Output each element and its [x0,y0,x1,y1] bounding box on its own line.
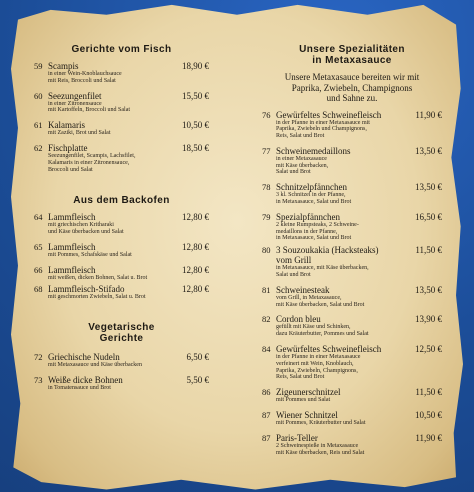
item-number: 59 [34,61,43,71]
menu-item [262,212,442,242]
menu-item [34,284,209,301]
item-name: Paris-Teller [276,432,318,443]
item-name: Seezungenfilet [48,90,102,101]
item-name: Kalamaris [48,120,85,131]
item-number: 77 [262,145,271,156]
item-description: mit Reis, Broccoli und Salat [48,77,116,84]
item-price: 16,50 € [415,211,442,222]
item-number: 82 [262,314,271,325]
item-number: 76 [262,109,271,120]
menu-item [262,433,442,457]
item-description: in Metaxasauce, mit Käse überbacken, [276,265,369,272]
menu-item [34,91,209,115]
item-description: dazu Kräuterbutter, Pommes und Salat [276,331,369,338]
item-number: 68 [34,283,43,294]
item-description: mit Käse überbacken, Salat und Brot [276,301,365,308]
item-number: 60 [34,90,43,101]
menu-item [34,120,209,137]
item-description: mit Käse überbacken, Reis und Salat [276,449,365,456]
item-description: in der Pfanne in einer Metaxasauce mit [276,119,370,126]
item-description: 3 kl. Schnitzel in der Pfanne, [276,192,346,199]
item-price: 11,90 € [415,432,442,443]
item-price: 13,90 € [415,314,442,325]
item-number: 66 [34,264,43,275]
item-description: Kalamaris in einer Zitronensauce, [48,159,130,166]
section-title-line: Aus dem Backofen [73,195,170,207]
intro-text [262,72,442,104]
item-description: in der Pfanne in einer Metaxasauce [276,354,361,361]
item-name: Schweinesteak [276,284,330,295]
item-price: 11,90 € [415,109,442,120]
item-description: mit geschmorten Zwiebeln, Salat u. Brot [48,293,146,300]
item-description: verfeinert mit Wein, Knoblauch, [276,360,354,367]
item-description: Reis, Salat und Brot [276,374,325,381]
item-name: Gewürfeltes Schweinefleisch [276,344,382,355]
item-number: 73 [34,375,43,386]
item-price: 12,80 € [182,241,209,252]
menu-item [262,344,442,381]
item-price: 11,50 € [415,245,442,256]
section-title-line: Gerichte vom Fisch [71,44,172,55]
item-price: 10,50 € [182,120,209,131]
section-title-line: Gerichte [99,333,144,345]
item-number: 65 [34,241,43,252]
item-number: 81 [262,284,271,295]
item-description: Salat und Brot [276,169,311,176]
item-price: 12,80 € [182,283,209,294]
menu-item [262,146,442,176]
item-number: 79 [262,211,271,222]
item-price: 13,50 € [415,284,442,295]
item-number: 78 [262,182,271,193]
menu-item [34,143,209,173]
item-price: 15,50 € [182,90,209,101]
menu-item [262,387,442,404]
section-title-line: Unsere Spezialitäten [299,44,405,55]
item-number: 64 [34,212,43,223]
section-vegetarian [34,322,209,392]
item-description: mit Zaziki, Brot und Salat [48,130,111,137]
item-name: Gewürfeltes Schweinefleisch [276,109,382,120]
item-number: 72 [34,352,43,363]
item-description: vom Grill, in Metaxasauce, [276,294,342,301]
item-description: in einer Zitronensauce [48,100,102,107]
item-description: in Metaxasauce, Salat und Brot [276,199,352,206]
item-description: in Metaxasauce, Salat und Brot [276,235,352,242]
item-description: Broccoli und Salat [48,166,93,173]
item-name: Lammfleisch-Stifado [48,283,125,294]
item-description: mit Pommes, Schafskäse und Salat [48,251,132,258]
menu-item [262,245,442,279]
item-description: medaillons in der Pfanne, [276,228,338,235]
item-description: gefüllt mit Käse und Schinken, [276,324,351,331]
item-price: 12,80 € [182,264,209,275]
menu-item [262,182,442,206]
menu-item [34,375,209,392]
item-description: in einer Metaxasauce [276,155,327,162]
item-name: 3 Souzoukakia (Hacksteaks) [276,245,379,256]
section-fish [34,44,209,173]
intro-line: Paprika, Zwiebeln, Champignons [291,82,413,93]
left-column [34,44,209,392]
right-column [262,44,442,456]
menu-item [34,265,209,282]
item-description: mit Käse überbacken, [276,162,329,169]
item-name: Fischplatte [48,142,88,153]
item-description: 2 Schweinespieße in Metaxasauce [276,442,359,449]
intro-line: Unsere Metaxasauce bereiten wir mit [284,72,420,82]
item-description: in einer Wein-Knoblauchsauce [48,71,122,77]
item-name: Wiener Schnitzel [276,410,338,421]
item-number: 87 [262,432,271,443]
item-number: 84 [262,344,271,355]
item-price: 18,50 € [182,142,209,153]
item-name: Lammfleisch [48,264,96,275]
item-description: mit Pommes, Kräuterbutter und Salat [276,420,366,427]
menu-item [34,212,209,236]
item-number: 62 [34,142,43,153]
item-description: Seezungenfilet, Scampis, Lachsfilet, [48,152,136,159]
menu-item [262,285,442,309]
item-price: 13,50 € [415,182,442,193]
item-price: 10,50 € [415,410,442,421]
item-description: 2 kleine Rumpsteaks, 2 Schweine- [276,221,359,228]
item-name: Lammfleisch [48,241,96,252]
section-title [262,44,442,66]
item-number: 80 [262,245,271,256]
item-number: 87 [262,410,271,421]
item-description: Salat und Brot [276,272,311,279]
item-description: Paprika, Zwiebeln und Champignons, [276,126,367,133]
item-name: Weiße dicke Bohnen [48,375,123,386]
item-name: Lammfleisch [48,212,96,223]
menu-item [262,110,442,140]
item-description: mit griechischen Kritharaki [48,222,114,229]
item-name: Schnitzelpfännchen [276,182,347,193]
item-name: Spezialpfännchen [276,211,340,222]
item-name: Zigeunerschnitzel [276,387,341,398]
item-price: 11,50 € [415,387,442,398]
menu-item [34,242,209,259]
item-price: 13,50 € [415,145,442,156]
item-description: mit Kartoffeln, Broccoli und Salat [48,107,131,114]
item-name: Cordon bleu [276,314,321,325]
item-name: vom Grill [276,255,312,266]
item-name: Griechische Nudeln [48,352,120,363]
item-price: 18,90 € [182,61,209,71]
item-price: 5,50 € [186,375,209,386]
item-number: 61 [34,120,43,131]
item-description: mit weißen, dicken Bohnen, Salat u. Brot [48,274,148,281]
menu-item [34,61,209,85]
menu-item [262,410,442,427]
section-title-line: Vegetarische [88,322,155,334]
item-price: 12,80 € [182,212,209,223]
section-title [34,322,209,344]
item-description: Paprika, Zwiebeln, Champignons, [276,367,358,374]
item-description: mit Pommes und Salat [276,397,331,404]
item-description: mit Metaxasauce und Käse überbacken [48,362,142,369]
item-name: Scampis [48,61,79,71]
item-number: 86 [262,387,271,398]
section-title-line: in Metaxasauce [312,55,392,66]
item-description: und Käse überbacken und Salat [48,229,124,236]
item-description: in Tomatensauce und Brot [48,385,111,392]
section-title [34,195,209,206]
item-price: 12,50 € [415,344,442,355]
menu-item [262,314,442,338]
item-description: Reis, Salat und Brot [276,133,325,140]
intro-line: und Sahne zu. [326,93,378,103]
item-name: Schweinemedaillons [276,145,351,156]
section-oven [34,195,209,300]
item-price: 6,50 € [186,352,209,363]
menu-item [34,352,209,369]
section-title [34,44,209,55]
